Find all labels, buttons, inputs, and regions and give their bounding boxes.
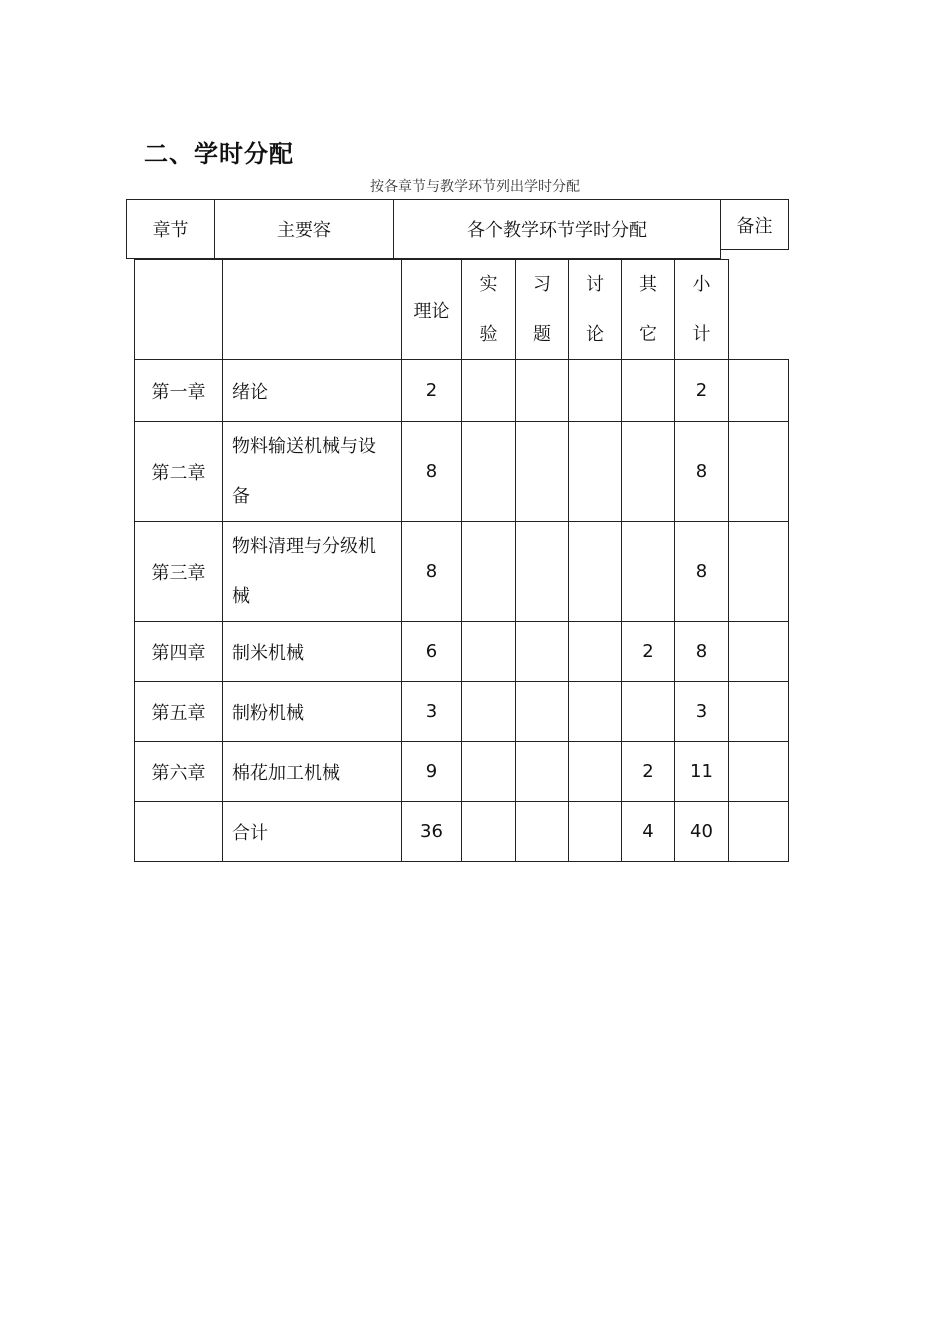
cell-other: 2 (621, 621, 675, 682)
cell-chapter: 第三章 (134, 521, 223, 622)
cell-content (222, 359, 402, 422)
cell-chapter: 第六章 (134, 741, 223, 802)
subheader-subtotal (674, 259, 729, 360)
cell-discussion (568, 741, 622, 802)
cell-theory: 8 (401, 521, 462, 622)
cell-content-line: 制米机械 (232, 642, 304, 664)
cell-remarks (728, 359, 789, 422)
header-content: 主要容 (214, 199, 394, 259)
subheader-subtotal-char-1: 小 (692, 273, 711, 295)
cell-subtotal: 40 (674, 801, 729, 862)
cell-discussion (568, 421, 622, 522)
cell-content-line: 棉花加工机械 (232, 762, 340, 784)
cell-experiment (461, 681, 516, 742)
cell-subtotal: 2 (674, 359, 729, 422)
cell-discussion (568, 801, 622, 862)
cell-remarks (728, 681, 789, 742)
cell-experiment (461, 801, 516, 862)
subheader-other-char-1: 其 (639, 273, 657, 295)
subheader-exercise-char-1: 习 (533, 273, 551, 295)
cell-theory: 8 (401, 421, 462, 522)
cell-subtotal: 11 (674, 741, 729, 802)
cell-chapter (134, 801, 223, 862)
subheader-exercise-char-2: 题 (533, 323, 551, 345)
subheader-discussion-char-2: 论 (586, 323, 604, 345)
cell-exercise (515, 681, 569, 742)
section-heading: 二、学时分配 (144, 140, 294, 168)
cell-experiment (461, 359, 516, 422)
cell-content (222, 621, 402, 682)
subheader-blank-chapter (134, 259, 223, 360)
cell-experiment (461, 741, 516, 802)
cell-remarks (728, 741, 789, 802)
cell-content (222, 681, 402, 742)
cell-content-line: 备 (232, 486, 250, 507)
cell-discussion (568, 359, 622, 422)
cell-exercise (515, 801, 569, 862)
subheader-subtotal-char-2: 计 (692, 323, 711, 345)
cell-content (222, 741, 402, 802)
cell-content-line: 制粉机械 (232, 702, 304, 724)
cell-other (621, 681, 675, 742)
subheader-experiment-char-2: 验 (479, 323, 498, 345)
cell-content (222, 521, 402, 622)
cell-experiment (461, 621, 516, 682)
subheader-blank-content (222, 259, 402, 360)
cell-other (621, 421, 675, 522)
subheader-experiment (461, 259, 516, 360)
cell-exercise (515, 359, 569, 422)
cell-subtotal: 8 (674, 521, 729, 622)
cell-remarks (728, 621, 789, 682)
cell-content-line: 械 (232, 586, 250, 607)
cell-exercise (515, 621, 569, 682)
cell-other: 2 (621, 741, 675, 802)
subheader-other (621, 259, 675, 360)
cell-theory: 9 (401, 741, 462, 802)
cell-exercise (515, 521, 569, 622)
subheader-experiment-char-1: 实 (479, 273, 498, 295)
cell-content (222, 801, 402, 862)
cell-content-line: 合计 (232, 822, 268, 844)
cell-other: 4 (621, 801, 675, 862)
subheader-discussion-char-1: 讨 (586, 273, 604, 295)
cell-chapter: 第一章 (134, 359, 223, 422)
cell-content-line: 物料输送机械与设 (232, 436, 376, 457)
subheader-discussion (568, 259, 622, 360)
table-caption: 按各章节与教学环节列出学时分配 (370, 179, 580, 195)
cell-discussion (568, 681, 622, 742)
cell-experiment (461, 421, 516, 522)
cell-content (222, 421, 402, 522)
subheader-theory: 理论 (401, 259, 462, 360)
cell-discussion (568, 621, 622, 682)
subheader-other-char-2: 它 (639, 323, 657, 345)
cell-discussion (568, 521, 622, 622)
cell-remarks (728, 521, 789, 622)
cell-experiment (461, 521, 516, 622)
cell-chapter: 第四章 (134, 621, 223, 682)
cell-theory: 2 (401, 359, 462, 422)
cell-content-line: 绪论 (232, 381, 268, 403)
header-remarks: 备注 (720, 199, 789, 250)
cell-theory: 6 (401, 621, 462, 682)
cell-other (621, 521, 675, 622)
cell-theory: 3 (401, 681, 462, 742)
cell-other (621, 359, 675, 422)
cell-chapter: 第五章 (134, 681, 223, 742)
cell-content-line: 物料清理与分级机 (232, 536, 376, 557)
cell-chapter: 第二章 (134, 421, 223, 522)
cell-remarks (728, 421, 789, 522)
cell-remarks (728, 801, 789, 862)
header-chapter: 章节 (126, 199, 215, 259)
cell-exercise (515, 741, 569, 802)
header-allocation: 各个教学环节学时分配 (393, 199, 721, 259)
cell-subtotal: 3 (674, 681, 729, 742)
subheader-exercise (515, 259, 569, 360)
cell-exercise (515, 421, 569, 522)
cell-subtotal: 8 (674, 421, 729, 522)
cell-subtotal: 8 (674, 621, 729, 682)
cell-theory: 36 (401, 801, 462, 862)
